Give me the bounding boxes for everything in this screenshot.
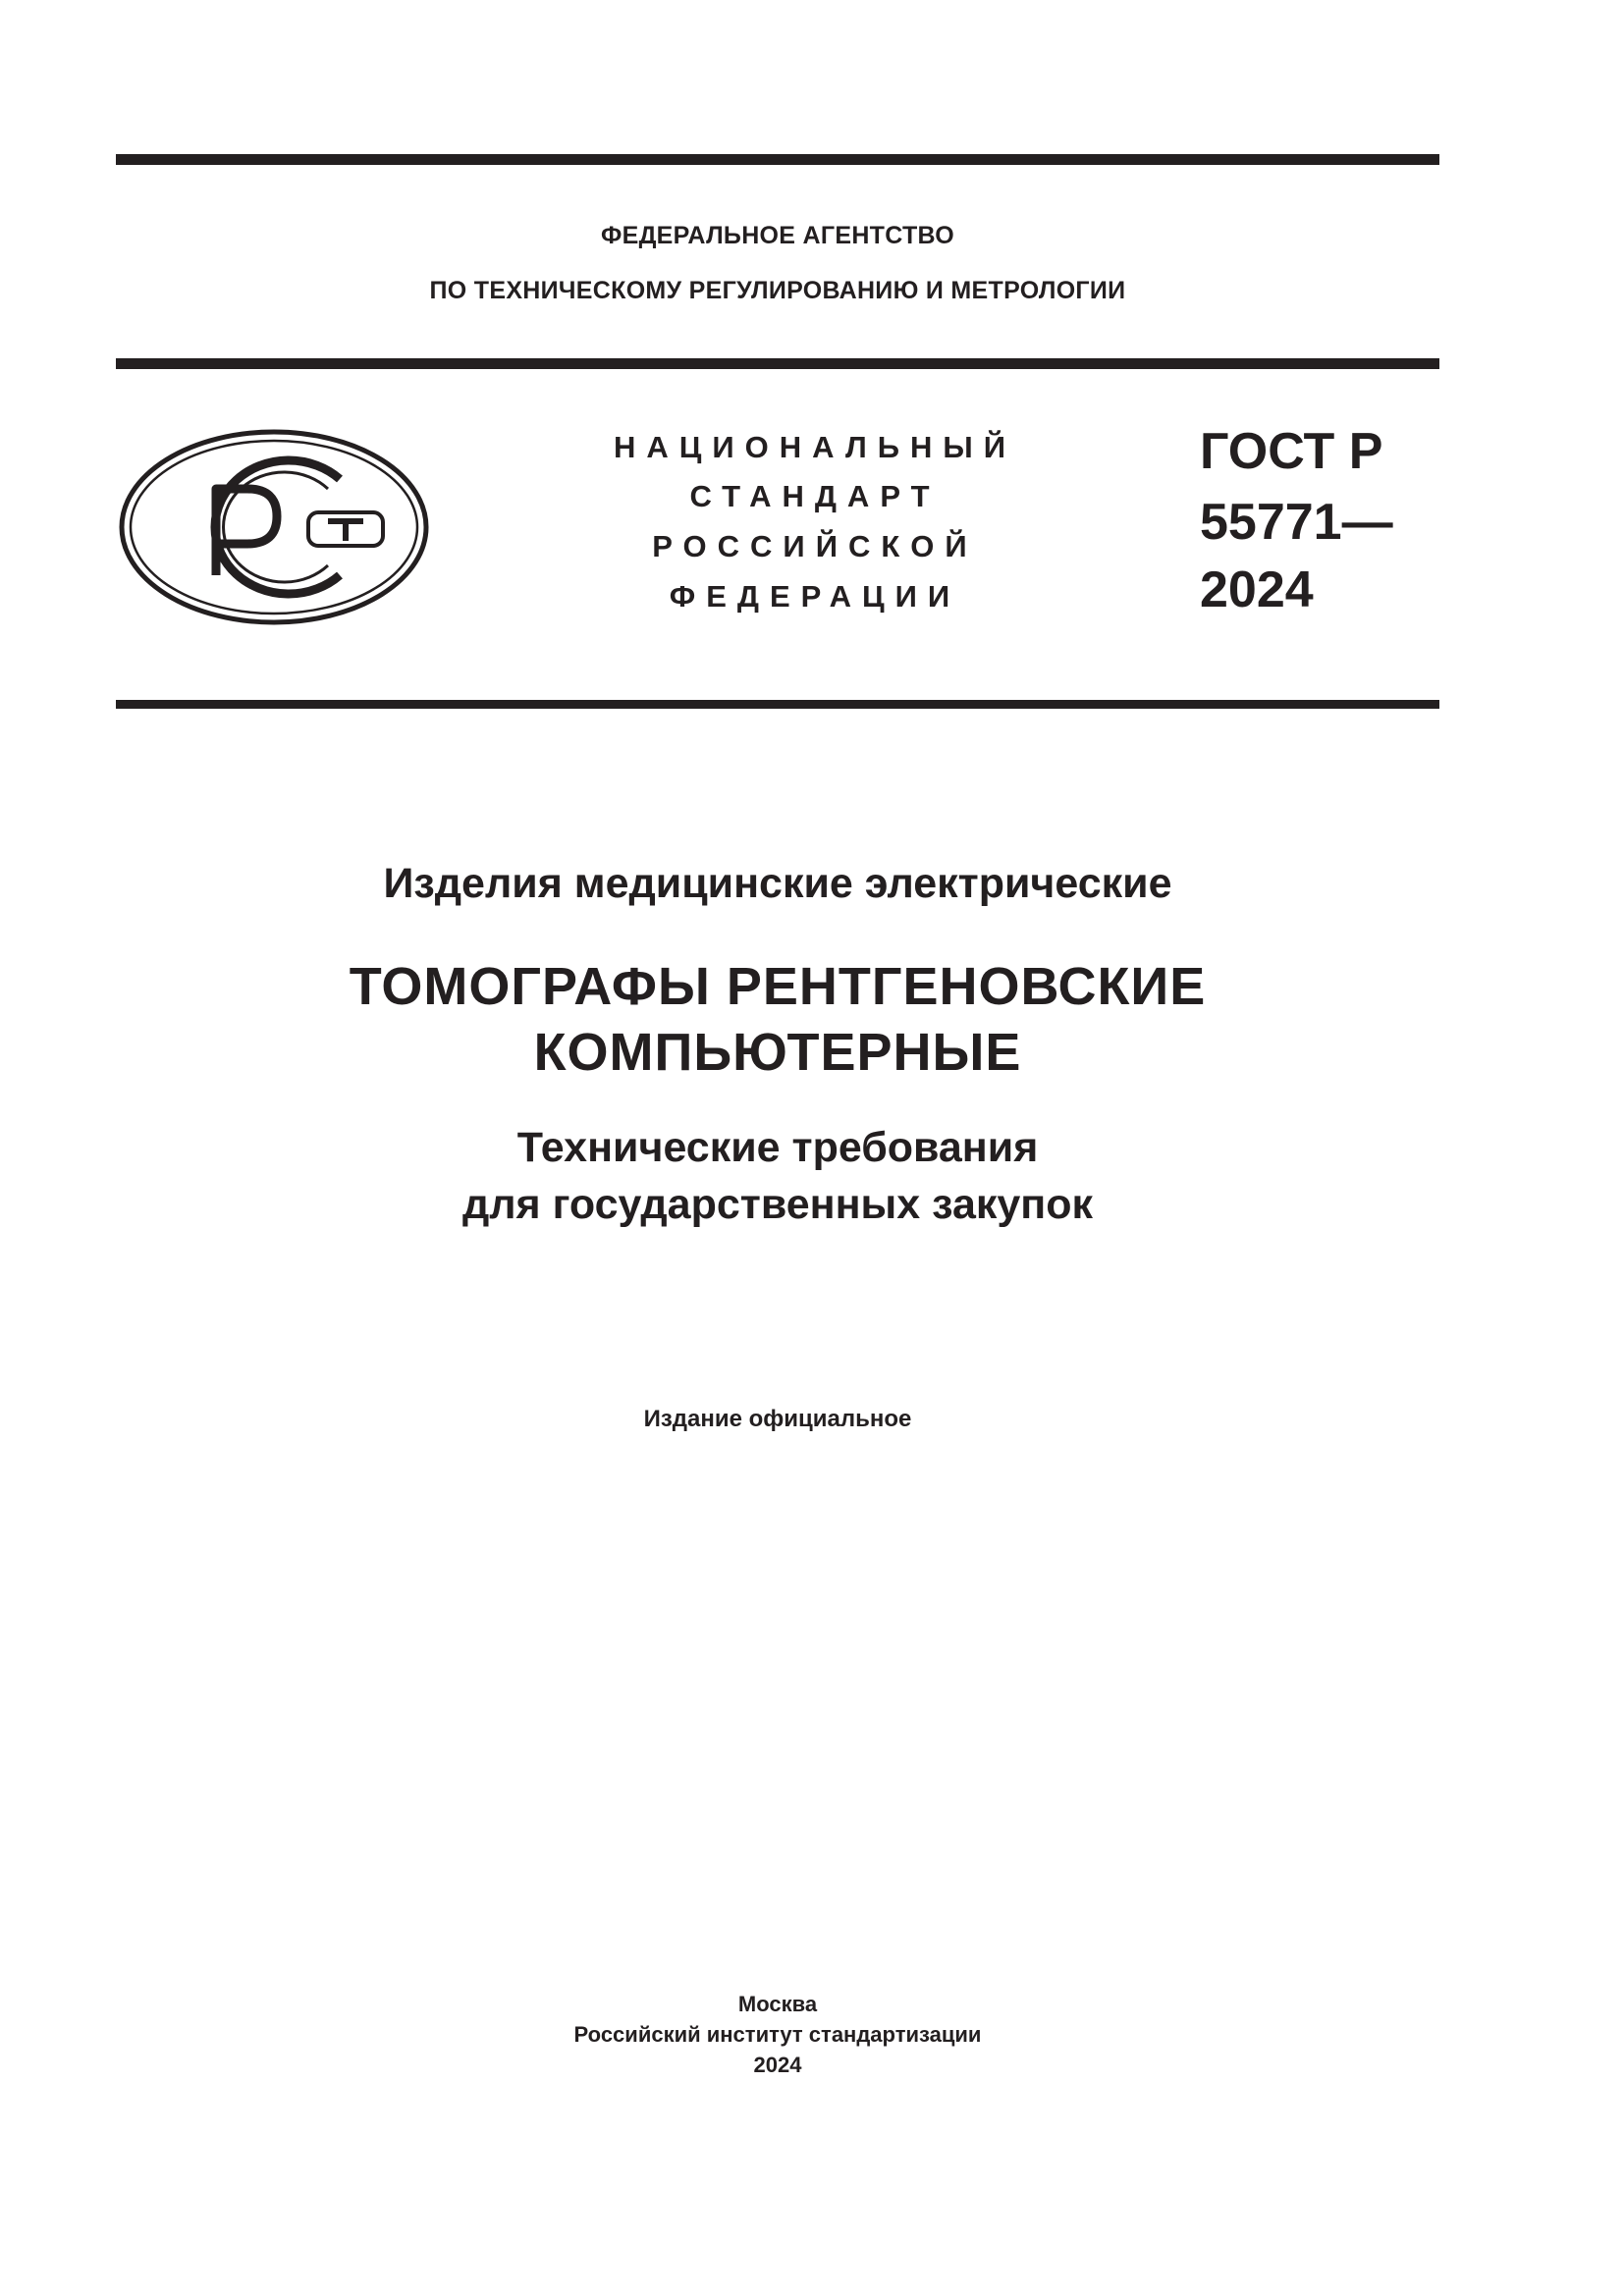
standard-designation-line-2: 55771— <box>1200 494 1393 551</box>
standard-designation-line-3: 2024 <box>1200 561 1314 618</box>
publisher-year: 2024 <box>753 2053 802 2077</box>
national-standard-line-1: НАЦИОНАЛЬНЫЙ <box>613 430 1017 464</box>
header-bottom-rule <box>116 700 1439 709</box>
publisher-city: Москва <box>737 1992 818 2016</box>
national-standard-line-2: СТАНДАРТ <box>689 479 941 513</box>
national-standard-line-3: РОССИЙСКОЙ <box>652 529 978 563</box>
edition-note: Издание официальное <box>643 1406 912 1432</box>
national-standard-line-4: ФЕДЕРАЦИИ <box>669 579 961 614</box>
document-title-line-1: ТОМОГРАФЫ РЕНТГЕНОВСКИЕ <box>349 957 1207 1016</box>
top-rule <box>116 154 1439 165</box>
header-divider-rule <box>116 358 1439 369</box>
agency-name-line-2: ПО ТЕХНИЧЕСКОМУ РЕГУЛИРОВАНИЮ И МЕТРОЛОГИИ <box>429 277 1126 304</box>
document-subtitle: Изделия медицинские электрические <box>383 860 1172 907</box>
document-title-line-2: КОМПЬЮТЕРНЫЕ <box>533 1023 1022 1082</box>
document-requirements-line-1: Технические требования <box>516 1124 1039 1171</box>
agency-name-line-1: ФЕДЕРАЛЬНОЕ АГЕНТСТВО <box>600 222 955 249</box>
standard-designation-line-1: ГОСТ Р <box>1200 423 1383 480</box>
publisher-institute: Российский институт стандартизации <box>573 2022 982 2047</box>
document-requirements-line-2: для государственных закупок <box>461 1181 1094 1228</box>
rst-mark-icon <box>118 428 430 626</box>
